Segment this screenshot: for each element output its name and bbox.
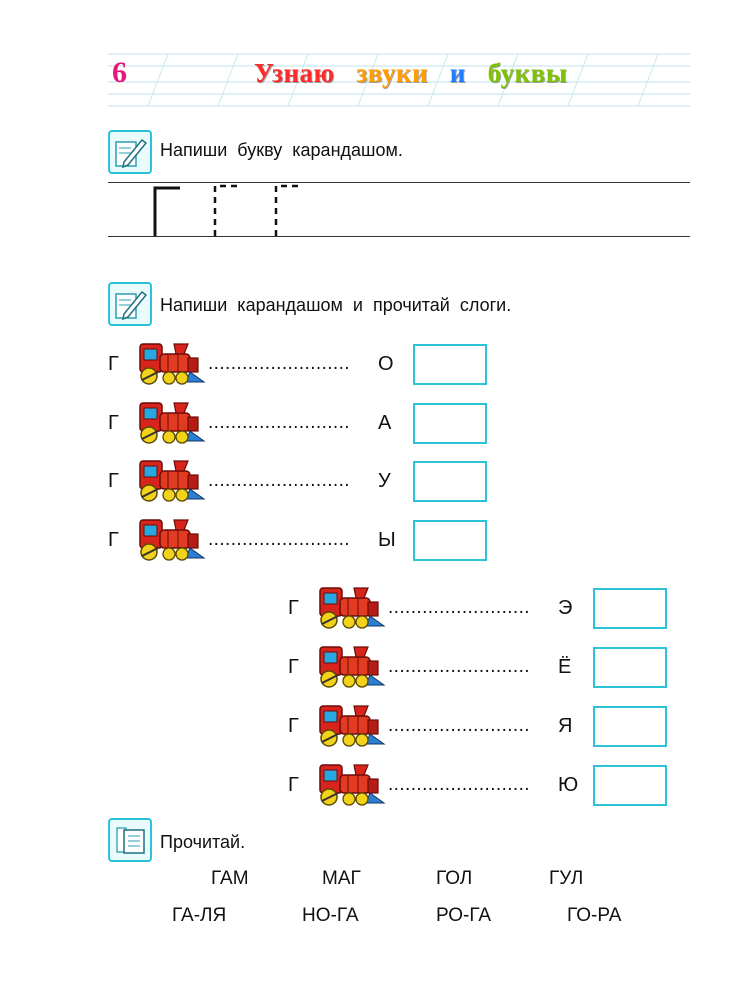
answer-box[interactable] xyxy=(413,520,487,561)
dotted-line: ......................... xyxy=(208,411,350,433)
vowel-label: А xyxy=(378,411,392,434)
steam-locomotive-icon xyxy=(316,702,388,753)
dotted-line: ......................... xyxy=(208,470,350,491)
read-syllable-word: НО-ГА xyxy=(302,905,359,926)
read-word: МАГ xyxy=(322,868,361,889)
consonant-label: Г xyxy=(108,528,119,551)
vowel-label: Я xyxy=(558,715,573,737)
answer-box[interactable] xyxy=(593,588,667,629)
title-word: буквы xyxy=(487,58,568,88)
title-word: звуки xyxy=(356,58,429,88)
steam-locomotive-icon xyxy=(136,340,208,391)
answer-box[interactable] xyxy=(413,461,487,502)
answer-box[interactable] xyxy=(593,706,667,747)
vowel-label: О xyxy=(378,353,394,375)
answer-box[interactable] xyxy=(413,403,487,444)
task3-instruction: Прочитай. xyxy=(160,832,246,852)
answer-box[interactable] xyxy=(593,765,667,806)
title-word: Узнаю xyxy=(254,58,335,88)
consonant-label: Г xyxy=(288,774,299,796)
consonant-label: Г xyxy=(108,353,119,375)
page-title xyxy=(254,60,567,87)
steam-locomotive-icon xyxy=(136,516,208,567)
task1-instruction: Напиши букву карандашом. xyxy=(160,140,403,160)
consonant-label: Г xyxy=(288,715,299,737)
page-number: 6 xyxy=(112,56,127,89)
steam-locomotive-icon xyxy=(136,457,208,508)
dotted-line: ......................... xyxy=(388,597,530,618)
read-syllable-word: ГА-ЛЯ xyxy=(172,905,227,926)
title-word: и xyxy=(449,58,466,88)
consonant-label: Г xyxy=(288,656,299,678)
consonant-label: Г xyxy=(288,597,299,619)
answer-box[interactable] xyxy=(593,647,667,688)
consonant-label: Г xyxy=(108,411,119,434)
answer-box[interactable] xyxy=(413,344,487,385)
task2-instruction: Напиши карандашом и прочитай слоги. xyxy=(160,295,512,315)
read-syllable-word: РО-ГА xyxy=(436,905,492,926)
vowel-label: Ы xyxy=(378,528,396,551)
vowel-label: У xyxy=(378,470,391,492)
book-icon xyxy=(108,818,152,862)
read-word: ГОЛ xyxy=(436,868,473,889)
vowel-label: Ю xyxy=(558,774,579,796)
read-word: ГУЛ xyxy=(549,868,584,889)
dotted-line: ......................... xyxy=(388,656,530,677)
letter-g-tracing xyxy=(140,180,340,240)
pencil-paper-icon xyxy=(108,282,152,326)
steam-locomotive-icon xyxy=(316,761,388,812)
vowel-label: Э xyxy=(558,597,573,619)
consonant-label: Г xyxy=(108,470,119,492)
dotted-line: ......................... xyxy=(388,774,530,795)
steam-locomotive-icon xyxy=(316,643,388,694)
dotted-line: ......................... xyxy=(388,715,530,736)
read-word: ГАМ xyxy=(211,868,249,889)
vowel-label: Ё xyxy=(558,656,572,678)
pencil-paper-icon xyxy=(108,130,152,174)
read-syllable-word: ГО-РА xyxy=(567,905,622,926)
steam-locomotive-icon xyxy=(136,399,208,450)
dotted-line: ......................... xyxy=(208,528,350,550)
dotted-line: ......................... xyxy=(208,353,350,374)
steam-locomotive-icon xyxy=(316,584,388,635)
